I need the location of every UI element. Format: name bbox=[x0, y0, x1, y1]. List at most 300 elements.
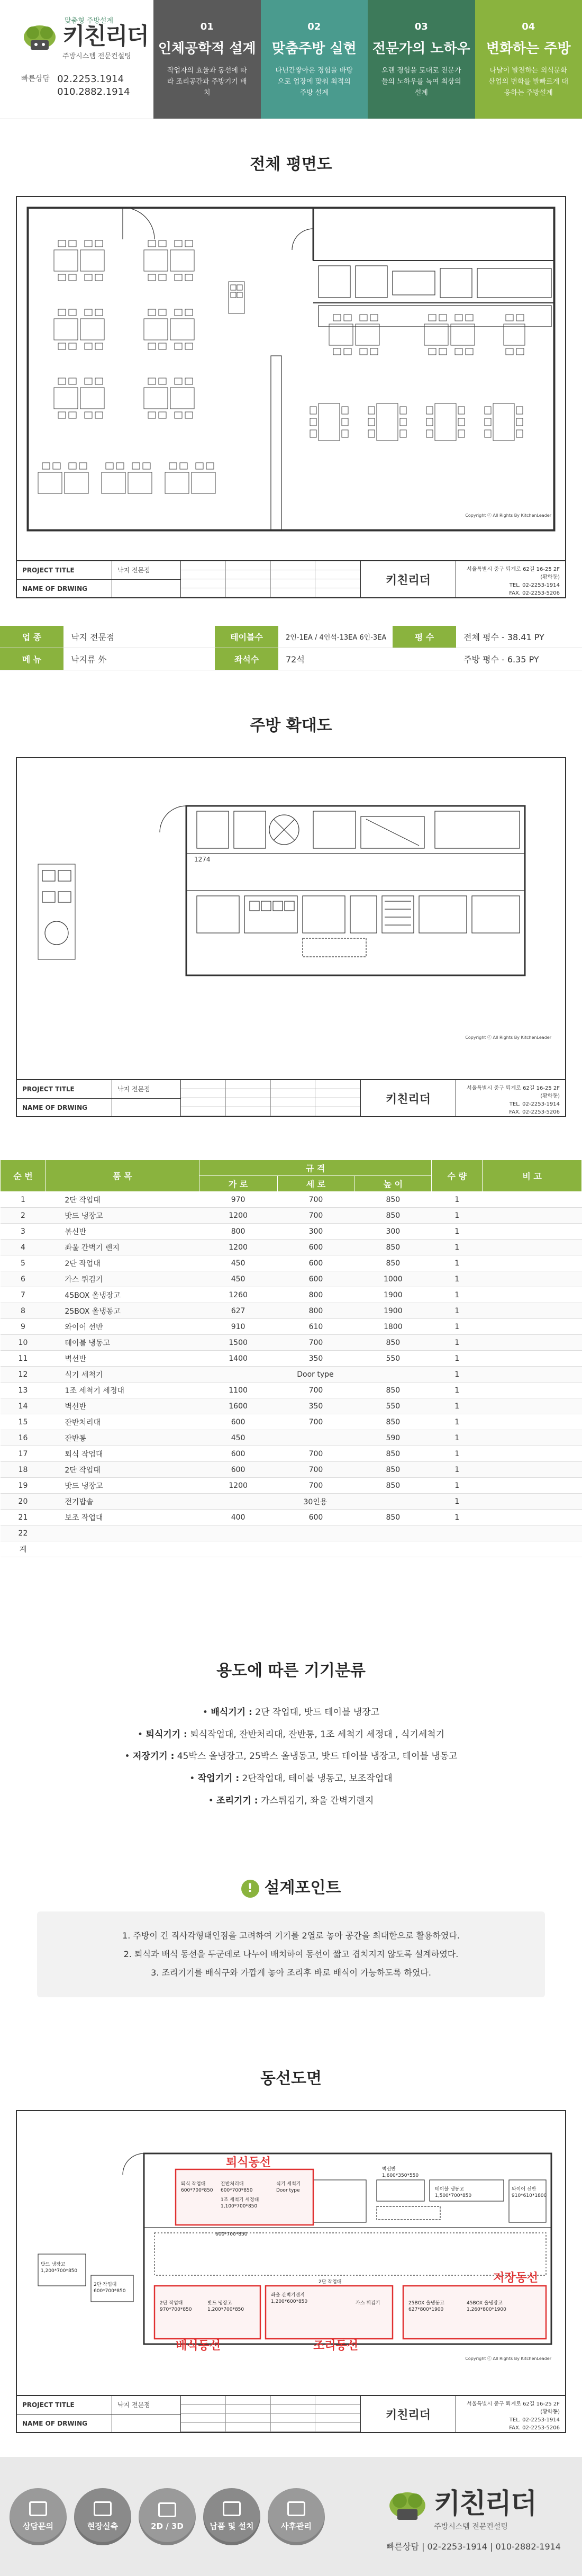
cell-item: 좌울 간벽기 렌지 bbox=[46, 1240, 199, 1255]
design-points bbox=[0, 1874, 582, 1997]
install-button[interactable] bbox=[203, 2488, 260, 2545]
label-box25-size: 627*800*1900 bbox=[408, 2307, 444, 2312]
project-title-label: PROJECT TITLE bbox=[17, 2396, 112, 2415]
cell-h bbox=[354, 1525, 432, 1541]
cell-item: 퇴식 작업대 bbox=[46, 1446, 199, 1462]
cell-h: 850 bbox=[354, 1192, 432, 1208]
blueprint-icon bbox=[158, 2502, 176, 2517]
info-label: 좌석수 bbox=[215, 648, 278, 670]
cell-note bbox=[483, 1462, 582, 1478]
cell-spec: 30인용 bbox=[199, 1494, 432, 1510]
info-row bbox=[0, 626, 582, 648]
classify-label: 저장기기 : bbox=[132, 1751, 175, 1762]
label-bench-a: 2단 작업대 bbox=[160, 2301, 183, 2306]
cell-no: 20 bbox=[1, 1494, 46, 1510]
cell-item: 식기 세척기 bbox=[46, 1367, 199, 1383]
label-bench-c-size: 600*700*850 bbox=[94, 2288, 126, 2294]
info-label: 메 뉴 bbox=[0, 648, 63, 670]
consult-button[interactable] bbox=[10, 2488, 67, 2545]
cell-item: 45BOX 올냉장고 bbox=[46, 1287, 199, 1303]
cell-qty: 1 bbox=[432, 1494, 483, 1510]
cell-h: 850 bbox=[354, 1414, 432, 1430]
logo[interactable] bbox=[21, 15, 153, 60]
cell-d: 610 bbox=[277, 1319, 354, 1335]
cell-qty: 1 bbox=[432, 1383, 483, 1398]
cell-item bbox=[46, 1541, 199, 1557]
table-row bbox=[1, 1494, 582, 1510]
cell-w: 1260 bbox=[199, 1287, 277, 1303]
cell-qty: 1 bbox=[432, 1367, 483, 1383]
equipment-spec-table bbox=[0, 1160, 582, 1557]
classify-title: 용도에 따른 기기분류 bbox=[216, 1662, 366, 1680]
label-bench-a-size: 970*700*850 bbox=[160, 2307, 192, 2312]
classify-label: 퇴식기기 : bbox=[146, 1729, 187, 1740]
brand-sub: 주방시스템 전문컨설팅 bbox=[62, 52, 131, 60]
cell-note bbox=[483, 1192, 582, 1208]
cell-h: 850 bbox=[354, 1383, 432, 1398]
classify-item: • 작업기기 : 2단작업대, 테이블 냉동고, 보조작업대 bbox=[189, 1773, 393, 1784]
cell-note bbox=[483, 1240, 582, 1255]
serve-flow-label: 배식동선 bbox=[176, 2339, 221, 2353]
table-row bbox=[1, 1383, 582, 1398]
cell-h: 850 bbox=[354, 1462, 432, 1478]
cell-d: 350 bbox=[277, 1351, 354, 1367]
table-row bbox=[1, 1398, 582, 1414]
cell-h: 1900 bbox=[354, 1303, 432, 1319]
cell-item: 전기밥솥 bbox=[46, 1494, 199, 1510]
cell-qty: 1 bbox=[432, 1319, 483, 1335]
cell-no: 9 bbox=[1, 1319, 46, 1335]
info-row bbox=[0, 648, 582, 670]
label-waste-size: 600*700*850 bbox=[221, 2188, 253, 2193]
cell-d: 800 bbox=[277, 1303, 354, 1319]
footer-buttons bbox=[0, 2488, 325, 2545]
drawing-name-label: NAME OF DRWING bbox=[17, 2415, 112, 2433]
cell-h: 850 bbox=[354, 1446, 432, 1462]
label-wire-shelf: 와이어 선반 bbox=[512, 2187, 536, 2192]
cell-item: 테이블 냉동고 bbox=[46, 1335, 199, 1351]
cell-no: 18 bbox=[1, 1462, 46, 1478]
cell-no: 17 bbox=[1, 1446, 46, 1462]
cell-no: 7 bbox=[1, 1287, 46, 1303]
cell-w: 600 bbox=[199, 1462, 277, 1478]
point-line: 1. 주방이 긴 직사각형태인점을 고려하여 기기를 2열로 놓아 공간을 최대한으로 활용하였다. bbox=[122, 1931, 460, 1941]
cell-qty: 1 bbox=[432, 1462, 483, 1478]
cell-item: 볶신반 bbox=[46, 1224, 199, 1240]
points-box bbox=[37, 1911, 545, 1997]
cell-qty bbox=[432, 1541, 483, 1557]
col-qty: 수 량 bbox=[432, 1160, 483, 1192]
phone-1[interactable]: 02.2253.1914 bbox=[57, 74, 124, 85]
col-h: 높 이 bbox=[354, 1176, 432, 1192]
flow-plan-drawing bbox=[16, 2110, 566, 2433]
chef-hat-logo-icon bbox=[21, 21, 58, 54]
cell-note bbox=[483, 1367, 582, 1383]
cell-spec: Door type bbox=[199, 1367, 432, 1383]
table-row bbox=[1, 1541, 582, 1557]
pillar-title: 전문가의 노하우 bbox=[372, 41, 470, 57]
cell-no: 22 bbox=[1, 1525, 46, 1541]
cell-qty: 1 bbox=[432, 1192, 483, 1208]
cell-no: 10 bbox=[1, 1335, 46, 1351]
cell-qty: 1 bbox=[432, 1303, 483, 1319]
alert-icon: ! bbox=[241, 1880, 259, 1898]
cell-h bbox=[354, 1541, 432, 1557]
cell-note bbox=[483, 1255, 582, 1271]
cell-qty bbox=[432, 1525, 483, 1541]
cell-note bbox=[483, 1494, 582, 1510]
consult-info bbox=[21, 73, 153, 99]
pillar-title: 맞춤주방 실현 bbox=[271, 41, 357, 57]
tel: TEL. 02-2253-1914 bbox=[509, 582, 560, 588]
label-box45-size: 1,260*800*1900 bbox=[467, 2307, 506, 2312]
floor-plan-svg bbox=[17, 197, 565, 560]
cell-no: 1 bbox=[1, 1192, 46, 1208]
cell-qty: 1 bbox=[432, 1446, 483, 1462]
label-sink: 1조 세척기 세정대 bbox=[221, 2197, 259, 2203]
cell-h: 300 bbox=[354, 1224, 432, 1240]
cell-item: 25BOX 올냉동고 bbox=[46, 1303, 199, 1319]
label-bat-fridge-b: 밧드 냉장고 bbox=[41, 2262, 66, 2267]
fax: FAX. 02-2253-5206 bbox=[509, 1109, 560, 1115]
cell-h: 850 bbox=[354, 1255, 432, 1271]
cell-qty: 1 bbox=[432, 1414, 483, 1430]
label-box45: 45BOX 올냉장고 bbox=[467, 2301, 503, 2306]
cell-item: 벽선반 bbox=[46, 1351, 199, 1367]
cell-h: 1900 bbox=[354, 1287, 432, 1303]
cell-d: 350 bbox=[277, 1398, 354, 1414]
cell-d: 700 bbox=[277, 1335, 354, 1351]
cell-item: 1조 세척기 세정대 bbox=[46, 1383, 199, 1398]
label-range-size: 1,200*600*850 bbox=[271, 2299, 308, 2304]
chef-hat-logo-icon bbox=[386, 2488, 429, 2525]
fax: FAX. 02-2253-5206 bbox=[509, 590, 560, 596]
title-block-brand: 키친리더 bbox=[385, 2408, 431, 2422]
cook-flow-label: 조리동선 bbox=[313, 2339, 359, 2353]
cell-item: 벽선반 bbox=[46, 1398, 199, 1414]
cell-w: 450 bbox=[199, 1430, 277, 1446]
cell-w: 1200 bbox=[199, 1240, 277, 1255]
info-value: 2인-1EA / 4인석-13EA 6인-3EA bbox=[286, 634, 387, 642]
cell-note bbox=[483, 1319, 582, 1335]
cell-qty: 1 bbox=[432, 1335, 483, 1351]
flow-plan-copyright: Copyright ⓒ All Rights By KitchenLeader bbox=[465, 2356, 551, 2361]
table-row bbox=[1, 1255, 582, 1271]
cell-note bbox=[483, 1541, 582, 1557]
classify-list bbox=[0, 1702, 582, 1812]
label-sink-size: 1,100*700*850 bbox=[221, 2204, 258, 2209]
storage-flow-zone bbox=[403, 2286, 546, 2339]
cell-w: 450 bbox=[199, 1271, 277, 1287]
cell-note bbox=[483, 1525, 582, 1541]
brand-tag: 맞춤형 주방설계 bbox=[65, 17, 114, 25]
address: 서울특별시 중구 퇴계로 62길 16-25 2F (황학동) bbox=[466, 2401, 560, 2415]
cell-d: 700 bbox=[277, 1192, 354, 1208]
brand-name: 키친리더 bbox=[62, 23, 149, 50]
return-flow-label: 퇴식동선 bbox=[226, 2156, 271, 2169]
col-d: 세 로 bbox=[277, 1176, 354, 1192]
kitchen-plan-drawing bbox=[16, 757, 566, 1117]
table-row bbox=[1, 1446, 582, 1462]
project-title-value: 낙지 전문점 bbox=[112, 1080, 180, 1099]
label-table-freezer: 테이블 냉동고 bbox=[435, 2187, 465, 2192]
measure-button[interactable] bbox=[74, 2488, 131, 2545]
cell-h: 850 bbox=[354, 1510, 432, 1525]
classify-value: 45박스 올냉장고, 25박스 올냉동고, 밧드 테이블 냉장고, 테이블 냉동고 bbox=[177, 1751, 458, 1762]
cell-d: 700 bbox=[277, 1383, 354, 1398]
cell-d: 700 bbox=[277, 1462, 354, 1478]
label-shelf: 벽선반 bbox=[382, 2167, 396, 2172]
classify-label: 배식기기 : bbox=[211, 1707, 252, 1718]
consult-label: 빠른상담 bbox=[21, 75, 50, 83]
cell-qty: 1 bbox=[432, 1478, 483, 1494]
table-row bbox=[1, 1430, 582, 1446]
cell-w: 400 bbox=[199, 1510, 277, 1525]
chat-icon bbox=[29, 2501, 47, 2516]
project-title-label: PROJECT TITLE bbox=[17, 561, 112, 580]
point-line: 3. 조리기기를 배식구와 가깝게 놓아 조리후 바로 배식이 가능하도록 하였다. bbox=[151, 1968, 431, 1978]
table-row bbox=[1, 1462, 582, 1478]
cell-note bbox=[483, 1478, 582, 1494]
footer-brand-sub: 주방시스템 전문컨설팅 bbox=[434, 2522, 508, 2531]
cell-d bbox=[277, 1430, 354, 1446]
cell-qty: 1 bbox=[432, 1510, 483, 1525]
cell-h: 1000 bbox=[354, 1271, 432, 1287]
cell-note bbox=[483, 1303, 582, 1319]
cell-no: 19 bbox=[1, 1478, 46, 1494]
pillar-num: 03 bbox=[414, 21, 428, 32]
info-label: 업 종 bbox=[0, 626, 63, 648]
classify-value: 2단 작업대, 밧드 테이블 냉장고 bbox=[255, 1707, 380, 1718]
table-row bbox=[1, 1525, 582, 1541]
col-no: 순 번 bbox=[1, 1160, 46, 1192]
cell-d: 600 bbox=[277, 1510, 354, 1525]
label-range: 좌울 간벽기렌지 bbox=[271, 2293, 305, 2298]
cell-no: 2 bbox=[1, 1208, 46, 1224]
table-row bbox=[1, 1351, 582, 1367]
cell-h: 850 bbox=[354, 1240, 432, 1255]
cell-w: 1400 bbox=[199, 1351, 277, 1367]
title-block-logo bbox=[361, 561, 456, 597]
cell-qty: 1 bbox=[432, 1224, 483, 1240]
cell-w: 1200 bbox=[199, 1208, 277, 1224]
dimension-label: 1274 bbox=[194, 856, 211, 863]
classify-item: • 조리기기 : 가스튀김기, 좌울 간벽기렌지 bbox=[208, 1795, 374, 1806]
label-dish-bench-size: 600*700*850 bbox=[181, 2188, 213, 2193]
table-row bbox=[1, 1319, 582, 1335]
label-bat-fridge-a: 밧드 냉장고 bbox=[207, 2301, 232, 2306]
cell-h: 550 bbox=[354, 1351, 432, 1367]
project-title-value: 낙지 전문점 bbox=[112, 2396, 180, 2415]
title-block bbox=[17, 1079, 565, 1116]
title-block-logo bbox=[361, 2396, 456, 2432]
ruler-icon bbox=[94, 2501, 112, 2516]
label-wall-shelf-size: 600*700*850 bbox=[215, 2232, 248, 2237]
info-label: 테이블수 bbox=[215, 626, 278, 648]
info-value: 전체 평수 - 38.41 PY bbox=[463, 632, 544, 642]
table-row bbox=[1, 1510, 582, 1525]
col-note: 비 고 bbox=[483, 1160, 582, 1192]
cell-qty: 1 bbox=[432, 1398, 483, 1414]
cell-d: 700 bbox=[277, 1478, 354, 1494]
cell-h: 850 bbox=[354, 1335, 432, 1351]
kitchen-plan-copyright: Copyright ⓒ All Rights By KitchenLeader bbox=[465, 1035, 551, 1040]
cell-item: 잔반처리대 bbox=[46, 1414, 199, 1430]
cell-no: 21 bbox=[1, 1510, 46, 1525]
info-value: 낙지 전문점 bbox=[71, 632, 115, 642]
classify-item: • 배식기기 : 2단 작업대, 밧드 테이블 냉장고 bbox=[202, 1707, 380, 1718]
cell-d bbox=[277, 1541, 354, 1557]
cell-note bbox=[483, 1287, 582, 1303]
cell-d: 600 bbox=[277, 1240, 354, 1255]
cell-d: 300 bbox=[277, 1224, 354, 1240]
points-title: 설계포인트 bbox=[264, 1879, 341, 1897]
label-dish-bench: 퇴식 작업대 bbox=[181, 2182, 206, 2187]
cell-item: 2단 작업대 bbox=[46, 1462, 199, 1478]
cell-qty: 1 bbox=[432, 1430, 483, 1446]
classify-label: 작업기기 : bbox=[197, 1773, 240, 1784]
title-block-logo bbox=[361, 1080, 456, 1116]
cell-item: 잔반통 bbox=[46, 1430, 199, 1446]
table-row bbox=[1, 1478, 582, 1494]
pillar-1 bbox=[153, 0, 261, 119]
cell-no: 14 bbox=[1, 1398, 46, 1414]
col-item: 품 목 bbox=[46, 1160, 199, 1192]
cell-note bbox=[483, 1430, 582, 1446]
drawing-name-label: NAME OF DRWING bbox=[17, 580, 112, 598]
table-row bbox=[1, 1192, 582, 1208]
cell-no: 6 bbox=[1, 1271, 46, 1287]
address: 서울특별시 중구 퇴계로 62길 16-25 2F (황학동) bbox=[466, 1085, 560, 1099]
label-washer: 식기 세척기 bbox=[276, 2182, 301, 2187]
cell-note bbox=[483, 1383, 582, 1398]
cell-h: 850 bbox=[354, 1208, 432, 1224]
cell-no: 3 bbox=[1, 1224, 46, 1240]
footer-button-label: 현장실측 bbox=[87, 2521, 118, 2531]
label-wire-shelf-size: 910*610*1800 bbox=[512, 2193, 547, 2198]
info-label: 평 수 bbox=[393, 626, 456, 648]
cell-w: 627 bbox=[199, 1303, 277, 1319]
cell-no: 4 bbox=[1, 1240, 46, 1255]
pillars bbox=[153, 0, 582, 119]
classify-section bbox=[0, 1657, 582, 1812]
kitchen-plan-svg bbox=[17, 758, 565, 1079]
brand-block bbox=[0, 0, 153, 119]
cell-w: 970 bbox=[199, 1192, 277, 1208]
cell-w: 600 bbox=[199, 1446, 277, 1462]
cell-note bbox=[483, 1398, 582, 1414]
pillar-3 bbox=[368, 0, 475, 119]
cell-no: 5 bbox=[1, 1255, 46, 1271]
pillar-2 bbox=[261, 0, 368, 119]
cell-d: 700 bbox=[277, 1208, 354, 1224]
fax: FAX. 02-2253-5206 bbox=[509, 2425, 560, 2431]
cell-item: 와이어 선반 bbox=[46, 1319, 199, 1335]
info-value: 낙지류 外 bbox=[71, 654, 107, 665]
design-button[interactable] bbox=[139, 2488, 196, 2545]
col-spec: 규 격 bbox=[199, 1160, 432, 1176]
tel: TEL. 02-2253-1914 bbox=[509, 1101, 560, 1107]
serve-flow-zone bbox=[154, 2286, 260, 2339]
footer-brand-name: 키친리더 bbox=[434, 2488, 536, 2520]
cell-d bbox=[277, 1525, 354, 1541]
table-row bbox=[1, 1335, 582, 1351]
title-block-brand: 키친리더 bbox=[385, 573, 431, 587]
label-washer-type: Door type bbox=[276, 2188, 300, 2193]
footer-brand bbox=[386, 2481, 582, 2552]
footer-button-label: 납품 및 설치 bbox=[210, 2521, 254, 2531]
classify-value: 가스튀김기, 좌울 간벽기렌지 bbox=[260, 1795, 374, 1806]
tel: TEL. 02-2253-1914 bbox=[509, 2417, 560, 2423]
classify-item: • 퇴식기기 : 퇴식작업대, 잔반처리대, 잔반통, 1조 세척기 세정대 , 식기세척기 bbox=[137, 1729, 445, 1740]
table-row bbox=[1, 1240, 582, 1255]
cell-no: 13 bbox=[1, 1383, 46, 1398]
table-row bbox=[1, 1271, 582, 1287]
info-value: 주방 평수 - 6.35 PY bbox=[463, 654, 539, 665]
cell-no: 8 bbox=[1, 1303, 46, 1319]
address: 서울특별시 중구 퇴계로 62길 16-25 2F (황학동) bbox=[466, 567, 560, 580]
table-row bbox=[1, 1414, 582, 1430]
cell-w: 1600 bbox=[199, 1398, 277, 1414]
cell-no: 16 bbox=[1, 1430, 46, 1446]
cell-w bbox=[199, 1525, 277, 1541]
kitchen-plan-title: 주방 확대도 bbox=[250, 716, 332, 735]
label-bat-fridge-a-size: 1,200*700*850 bbox=[207, 2307, 244, 2312]
pillar-title: 변화하는 주방 bbox=[486, 41, 571, 57]
cell-note bbox=[483, 1414, 582, 1430]
aftercare-button[interactable] bbox=[268, 2488, 325, 2545]
cell-w: 600 bbox=[199, 1414, 277, 1430]
cell-w: 1100 bbox=[199, 1383, 277, 1398]
cell-h: 550 bbox=[354, 1398, 432, 1414]
info-value: 72석 bbox=[286, 654, 305, 665]
cell-qty: 1 bbox=[432, 1287, 483, 1303]
footer-contact[interactable]: 빠른상담 | 02-2253-1914 | 010-2882-1914 bbox=[386, 2541, 561, 2552]
cell-item: 2단 작업대 bbox=[46, 1192, 199, 1208]
cell-h: 590 bbox=[354, 1430, 432, 1446]
label-bat-fridge-b-size: 1,200*700*850 bbox=[41, 2268, 78, 2274]
floor-plan-title: 전체 평면도 bbox=[250, 155, 332, 174]
label-shelf-size: 1,600*350*550 bbox=[382, 2173, 419, 2178]
drawing-name-label: NAME OF DRWING bbox=[17, 1099, 112, 1117]
project-title-value: 낙지 전문점 bbox=[112, 561, 180, 580]
wrench-icon bbox=[287, 2501, 305, 2516]
project-title-label: PROJECT TITLE bbox=[17, 1080, 112, 1099]
cell-no: 15 bbox=[1, 1414, 46, 1430]
cell-note bbox=[483, 1208, 582, 1224]
table-row bbox=[1, 1303, 582, 1319]
cell-note bbox=[483, 1335, 582, 1351]
pillar-num: 02 bbox=[307, 21, 321, 32]
cell-h: 850 bbox=[354, 1478, 432, 1494]
cell-w: 450 bbox=[199, 1255, 277, 1271]
cell-d: 800 bbox=[277, 1287, 354, 1303]
pillar-num: 01 bbox=[200, 21, 214, 32]
col-w: 가 로 bbox=[199, 1176, 277, 1192]
footer-button-label: 사후관리 bbox=[281, 2521, 312, 2531]
cell-note bbox=[483, 1446, 582, 1462]
cell-h: 1800 bbox=[354, 1319, 432, 1335]
phone-2[interactable]: 010.2882.1914 bbox=[57, 86, 130, 98]
classify-value: 퇴식작업대, 잔반처리대, 잔반통, 1조 세척기 세정대 , 식기세척기 bbox=[190, 1729, 445, 1740]
cell-note bbox=[483, 1351, 582, 1367]
cell-w bbox=[199, 1541, 277, 1557]
cell-item: 가스 튀김기 bbox=[46, 1271, 199, 1287]
cell-d: 600 bbox=[277, 1255, 354, 1271]
table-row bbox=[1, 1208, 582, 1224]
footer bbox=[0, 2457, 582, 2576]
truck-icon bbox=[223, 2501, 241, 2516]
